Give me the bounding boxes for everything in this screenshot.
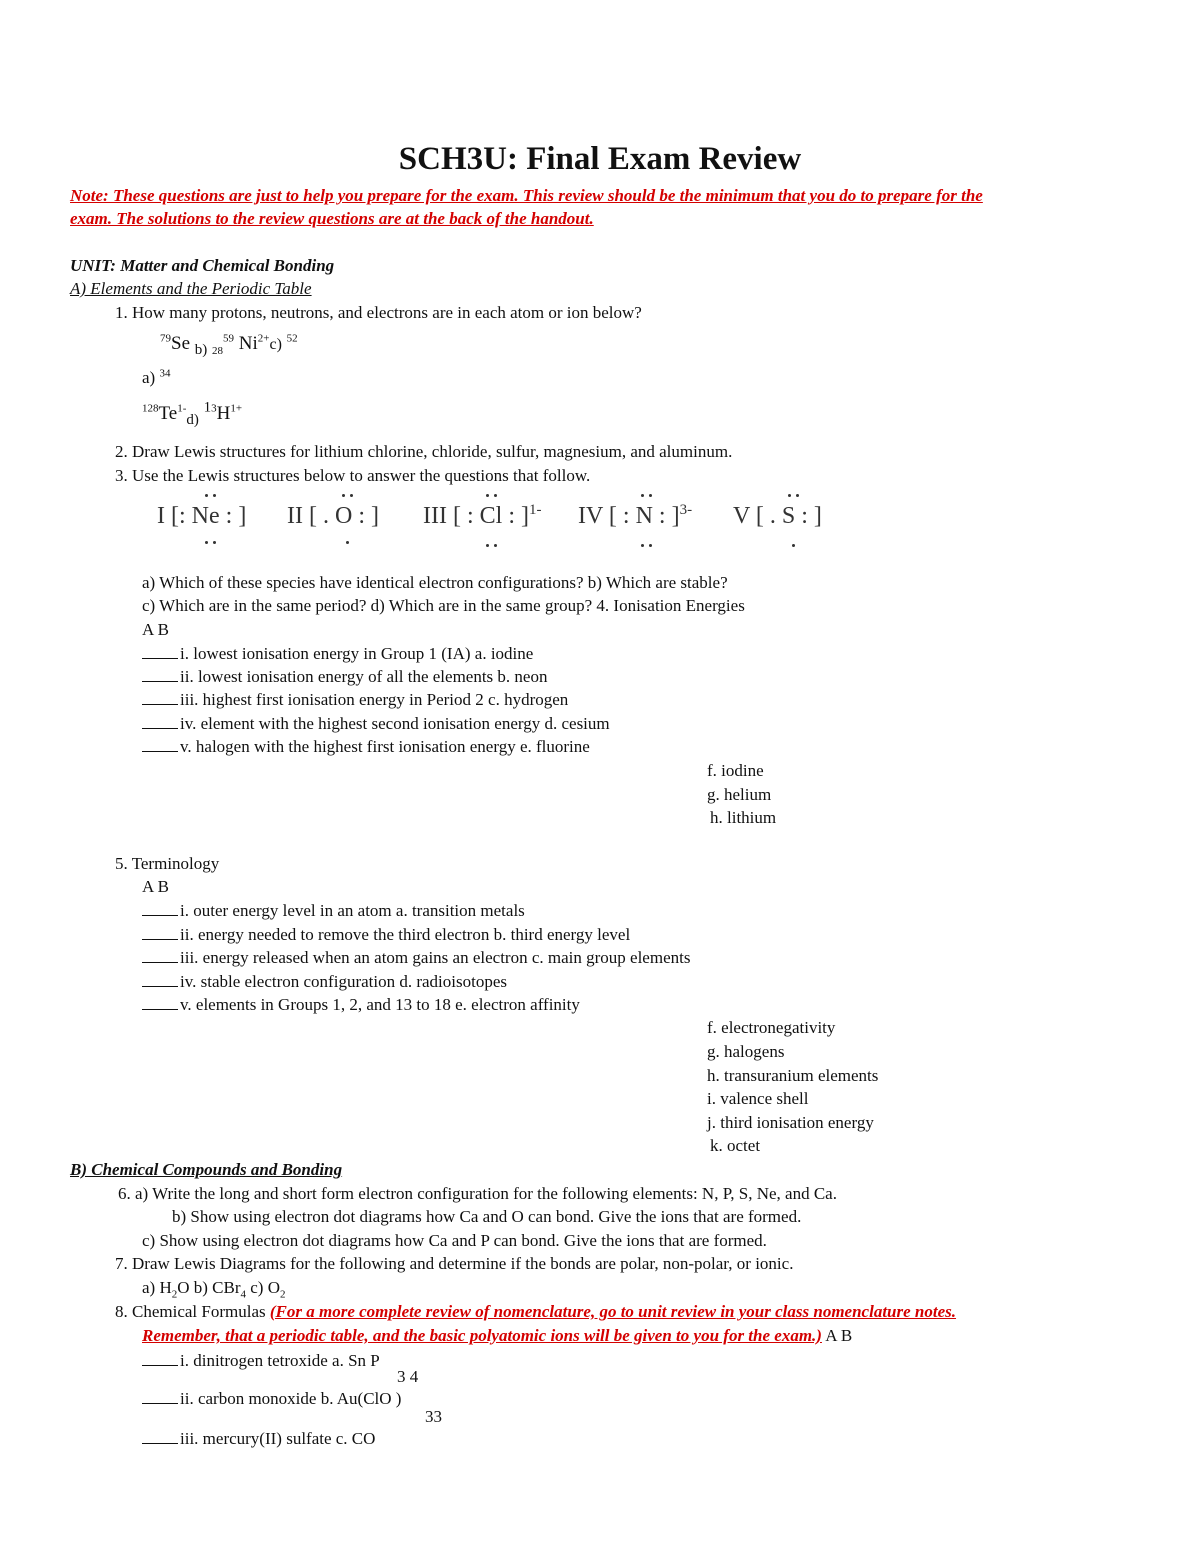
question-7: 7. Draw Lewis Diagrams for the following and determine if the bonds are polar, non-polar, or ionic. bbox=[115, 1254, 794, 1273]
q8-item-subscripts: 33 bbox=[425, 1407, 442, 1426]
lewis-s: V [ . S : ] bbox=[733, 503, 822, 529]
answer-blank[interactable] bbox=[142, 1429, 178, 1444]
lewis-ne: I [: Ne : ] bbox=[157, 503, 247, 529]
lewis-cl: III [ : Cl : ]$^{1-}$ bbox=[423, 502, 542, 529]
answer-blank[interactable] bbox=[142, 972, 178, 987]
q4-option: g. helium bbox=[707, 785, 772, 804]
lewis-n: IV [ : N : ]$^{3-}$ bbox=[578, 502, 693, 529]
answer-blank[interactable] bbox=[142, 1389, 178, 1404]
lewis-o: II [ . O : ] bbox=[287, 503, 379, 529]
q5-option: k. octet bbox=[710, 1136, 761, 1155]
q4-column-header: A B bbox=[142, 620, 169, 639]
question-6c: c) Show using electron dot diagrams how Ca and P can bond. Give the ions that are formed. bbox=[142, 1231, 767, 1250]
q5-option: g. halogens bbox=[707, 1042, 785, 1061]
question-5: 5. Terminology bbox=[115, 854, 220, 873]
answer-blank[interactable] bbox=[142, 925, 178, 940]
question-7-items: a) $H_2O$ b) CBr$_4$ c) $O_2$ bbox=[142, 1278, 286, 1301]
q8-item: i. dinitrogen tetroxide a. Sn P bbox=[142, 1351, 380, 1371]
question-8: 8. Chemical Formulas (For a more complete review of nomenclature, go to unit review in your class nomenclature notes. bbox=[115, 1302, 957, 1321]
q4-option: h. lithium bbox=[710, 808, 777, 827]
q8-item: ii. carbon monoxide b. Au(ClO ) bbox=[142, 1389, 401, 1409]
q5-option: i. valence shell bbox=[707, 1089, 809, 1108]
question-3: 3. Use the Lewis structures below to answer the questions that follow. bbox=[115, 466, 591, 485]
answer-blank[interactable] bbox=[142, 948, 178, 963]
answer-blank[interactable] bbox=[142, 714, 178, 729]
q5-item: ii. energy needed to remove the third electron b. third energy level bbox=[142, 925, 630, 945]
question-3-cd: c) Which are in the same period? d) Which are in the same group? 4. Ionisation Energies bbox=[142, 596, 745, 615]
q8-item-subscripts: 3 4 bbox=[397, 1367, 419, 1386]
answer-blank[interactable] bbox=[142, 644, 178, 659]
q4-item: ii. lowest ionisation energy of all the elements b. neon bbox=[142, 667, 547, 687]
q5-column-header: A B bbox=[142, 877, 169, 896]
q4-item: v. halogen with the highest first ionisation energy e. fluorine bbox=[142, 737, 590, 757]
q5-option: j. third ionisation energy bbox=[707, 1113, 874, 1132]
q5-item: iv. stable electron configuration d. radioisotopes bbox=[142, 972, 507, 992]
answer-blank[interactable] bbox=[142, 995, 178, 1010]
answer-blank[interactable] bbox=[142, 667, 178, 682]
question-6a: 6. a) Write the long and short form electron configuration for the following elements: N, P, S, Ne, and Ca. bbox=[118, 1184, 837, 1203]
question-1: 1. How many protons, neutrons, and electrons are in each atom or ion below? bbox=[115, 303, 642, 322]
question-8-line-2: Remember, that a periodic table, and the basic polyatomic ions will be given to you for the exam.) A B bbox=[142, 1326, 853, 1345]
note-line-2: exam. The solutions to the review questions are at the back of the handout. bbox=[70, 209, 594, 228]
q5-item: iii. energy released when an atom gains an electron c. main group elements bbox=[142, 948, 690, 968]
q4-item: i. lowest ionisation energy in Group 1 (IA) a. iodine bbox=[142, 644, 533, 664]
question-6b: b) Show using electron dot diagrams how Ca and O can bond. Give the ions that are formed. bbox=[172, 1207, 802, 1226]
answer-blank[interactable] bbox=[142, 1351, 178, 1366]
q4-item: iii. highest first ionisation energy in Period 2 c. hydrogen bbox=[142, 690, 568, 710]
question-3-ab: a) Which of these species have identical electron configurations? b) Which are stable? bbox=[142, 573, 728, 592]
answer-blank[interactable] bbox=[142, 901, 178, 916]
unit-heading: UNIT: Matter and Chemical Bonding bbox=[70, 256, 335, 275]
isotope-line-3: $^{128}Te^{1-}_{d)}$ $^{13}H^{1+}$ bbox=[142, 399, 243, 428]
section-b-heading: B) Chemical Compounds and Bonding bbox=[70, 1160, 343, 1179]
answer-blank[interactable] bbox=[142, 737, 178, 752]
note-line-1: Note: These questions are just to help you prepare for the exam. This review should be the minimum that you do to prepare for the bbox=[70, 186, 983, 205]
q5-item: v. elements in Groups 1, 2, and 13 to 18 e. electron affinity bbox=[142, 995, 580, 1015]
q4-item: iv. element with the highest second ionisation energy d. cesium bbox=[142, 714, 610, 734]
q5-option: h. transuranium elements bbox=[707, 1066, 879, 1085]
q5-item: i. outer energy level in an atom a. transition metals bbox=[142, 901, 525, 921]
question-2: 2. Draw Lewis structures for lithium chlorine, chloride, sulfur, magnesium, and aluminum. bbox=[115, 442, 733, 461]
isotope-line-1: $^{79}$Se $_{b)}$ $_{28}^{59}$ $Ni^{2+}c$) $^{52}$ bbox=[160, 332, 298, 358]
page-title: SCH3U: Final Exam Review bbox=[398, 141, 802, 177]
answer-blank[interactable] bbox=[142, 690, 178, 705]
q8-item: iii. mercury(II) sulfate c. CO bbox=[142, 1429, 375, 1449]
section-a-heading: A) Elements and the Periodic Table bbox=[70, 279, 312, 298]
q4-option: f. iodine bbox=[707, 761, 764, 780]
isotope-line-2: a) $^{34}$ bbox=[142, 367, 171, 387]
q5-option: f. electronegativity bbox=[707, 1018, 836, 1037]
